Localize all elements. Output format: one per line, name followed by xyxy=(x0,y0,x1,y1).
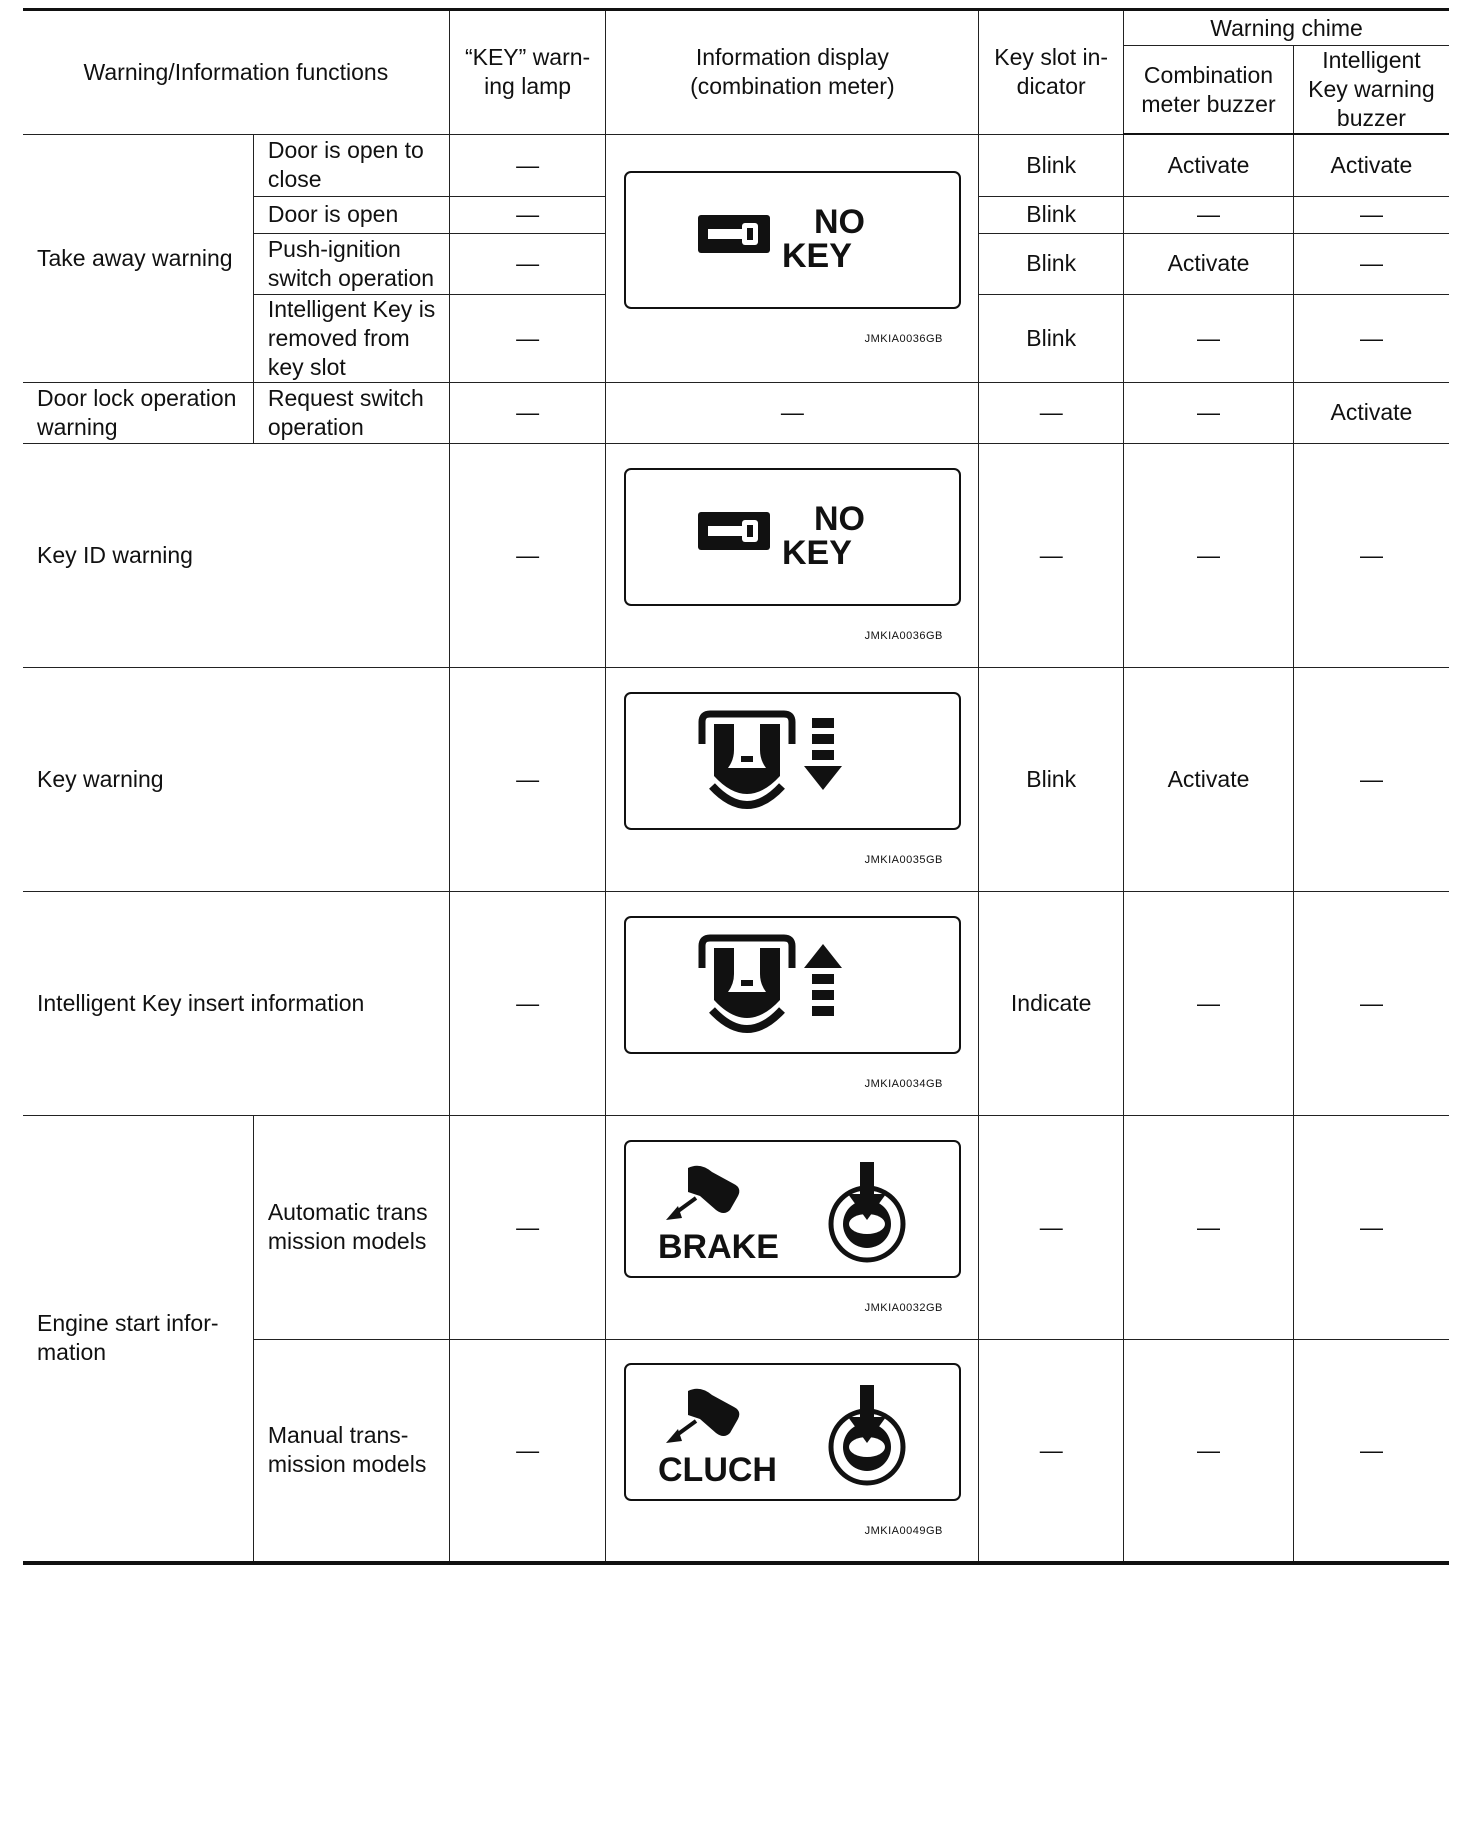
header-info-display: Information display (combination meter) xyxy=(606,10,979,135)
ikey-buzzer-cell: Activate xyxy=(1293,134,1449,196)
ikey-buzzer-cell: Activate xyxy=(1293,382,1449,443)
clutch-push-figure xyxy=(624,1363,961,1537)
info-display-cell xyxy=(606,1115,979,1339)
door-lock-label: Door lock operation warning xyxy=(23,382,253,443)
lamp-cell: — xyxy=(449,233,606,294)
display-frame xyxy=(624,171,961,309)
header-functions: Warning/Information functions xyxy=(23,10,449,135)
meter-buzzer-cell: — xyxy=(1124,1339,1294,1563)
brake-push-start-icon xyxy=(626,1154,959,1264)
figure-code: JMKIA0036GB xyxy=(864,333,943,345)
key-slot-eject-icon xyxy=(626,694,959,828)
no-text: NO xyxy=(813,203,865,241)
key-slot-cell: Blink xyxy=(979,134,1124,196)
engine-start-label: Engine start infor-mation xyxy=(23,1115,253,1563)
key-slot-cell: Indicate xyxy=(979,891,1124,1115)
meter-buzzer-cell: Activate xyxy=(1124,134,1294,196)
key-slot-cell: — xyxy=(979,382,1124,443)
no-key-icon xyxy=(626,470,959,604)
table-row xyxy=(23,891,1449,1115)
key-slot-cell: Blink xyxy=(979,196,1124,233)
ikey-buzzer-cell: — xyxy=(1293,1115,1449,1339)
header-row xyxy=(23,10,1449,46)
key-slot-cell: Blink xyxy=(979,294,1124,382)
table-row xyxy=(23,1115,1449,1339)
key-slot-insert-icon xyxy=(626,918,959,1052)
info-display-cell xyxy=(606,891,979,1115)
header-key-lamp: “KEY” warn-ing lamp xyxy=(449,10,606,135)
meter-buzzer-cell: — xyxy=(1124,443,1294,667)
no-key-figure xyxy=(624,171,961,345)
figure-code: JMKIA0032GB xyxy=(864,1302,943,1314)
no-key-figure xyxy=(624,468,961,642)
info-display-cell xyxy=(606,667,979,891)
lamp-cell: — xyxy=(449,891,606,1115)
display-frame xyxy=(624,468,961,606)
meter-buzzer-cell: — xyxy=(1124,382,1294,443)
key-text: KEY xyxy=(781,237,852,275)
sub-label: Automatic trans mission models xyxy=(253,1115,449,1339)
table-row xyxy=(23,134,1449,196)
info-display-cell xyxy=(606,443,979,667)
meter-buzzer-cell: — xyxy=(1124,891,1294,1115)
info-display-cell xyxy=(606,1339,979,1563)
take-away-label: Take away warning xyxy=(23,134,253,382)
key-slot-insert-figure xyxy=(624,916,961,1090)
header-ikey-buzzer: Intelligent Key warning buzzer xyxy=(1293,46,1449,135)
display-frame xyxy=(624,692,961,830)
ikey-buzzer-cell: — xyxy=(1293,891,1449,1115)
clutch-push-start-icon xyxy=(626,1377,959,1487)
no-key-icon xyxy=(626,173,959,307)
ikey-buzzer-cell: — xyxy=(1293,233,1449,294)
figure-code: JMKIA0035GB xyxy=(864,854,943,866)
display-frame xyxy=(624,1140,961,1278)
header-key-slot: Key slot in-dicator xyxy=(979,10,1124,135)
meter-buzzer-cell: — xyxy=(1124,1115,1294,1339)
key-slot-cell: — xyxy=(979,443,1124,667)
ikey-buzzer-cell: — xyxy=(1293,443,1449,667)
header-meter-buzzer: Combination meter buzzer xyxy=(1124,46,1294,135)
key-slot-cell: — xyxy=(979,1339,1124,1563)
meter-buzzer-cell: Activate xyxy=(1124,233,1294,294)
meter-buzzer-cell: Activate xyxy=(1124,667,1294,891)
display-frame xyxy=(624,1363,961,1501)
sub-label: Manual trans-mission models xyxy=(253,1339,449,1563)
sub-label: Door is open xyxy=(253,196,449,233)
key-text: KEY xyxy=(781,534,852,572)
header-chime: Warning chime xyxy=(1124,10,1449,46)
ikey-buzzer-cell: — xyxy=(1293,196,1449,233)
info-display-cell xyxy=(606,134,979,382)
key-slot-cell: Blink xyxy=(979,233,1124,294)
lamp-cell: — xyxy=(449,667,606,891)
display-frame xyxy=(624,916,961,1054)
brake-text: BRAKE xyxy=(657,1228,779,1264)
table-row xyxy=(23,443,1449,667)
ikey-buzzer-cell: — xyxy=(1293,667,1449,891)
lamp-cell: — xyxy=(449,382,606,443)
table-row xyxy=(23,382,1449,443)
brake-push-figure xyxy=(624,1140,961,1314)
key-warning-label: Key warning xyxy=(23,667,449,891)
info-display-cell: — xyxy=(606,382,979,443)
lamp-cell: — xyxy=(449,1115,606,1339)
meter-buzzer-cell: — xyxy=(1124,196,1294,233)
sub-label: Push-ignition switch operation xyxy=(253,233,449,294)
ikey-buzzer-cell: — xyxy=(1293,294,1449,382)
ikey-buzzer-cell: — xyxy=(1293,1339,1449,1563)
sub-label: Door is open to close xyxy=(253,134,449,196)
lamp-cell: — xyxy=(449,196,606,233)
figure-code: JMKIA0049GB xyxy=(864,1525,943,1538)
table-row xyxy=(23,667,1449,891)
no-text: NO xyxy=(813,500,865,538)
clutch-text: CLUCH xyxy=(657,1451,777,1488)
lamp-cell: — xyxy=(449,1339,606,1563)
key-id-label: Key ID warning xyxy=(23,443,449,667)
sub-label: Intelligent Key is removed from key slot xyxy=(253,294,449,382)
meter-buzzer-cell: — xyxy=(1124,294,1294,382)
key-slot-cell: Blink xyxy=(979,667,1124,891)
sub-label: Request switch operation xyxy=(253,382,449,443)
key-slot-remove-figure xyxy=(624,692,961,866)
figure-code: JMKIA0034GB xyxy=(864,1078,943,1090)
figure-code: JMKIA0036GB xyxy=(864,630,943,642)
lamp-cell: — xyxy=(449,443,606,667)
warning-functions-table xyxy=(23,8,1449,1565)
lamp-cell: — xyxy=(449,134,606,196)
lamp-cell: — xyxy=(449,294,606,382)
insert-info-label: Intelligent Key insert information xyxy=(23,891,449,1115)
key-slot-cell: — xyxy=(979,1115,1124,1339)
